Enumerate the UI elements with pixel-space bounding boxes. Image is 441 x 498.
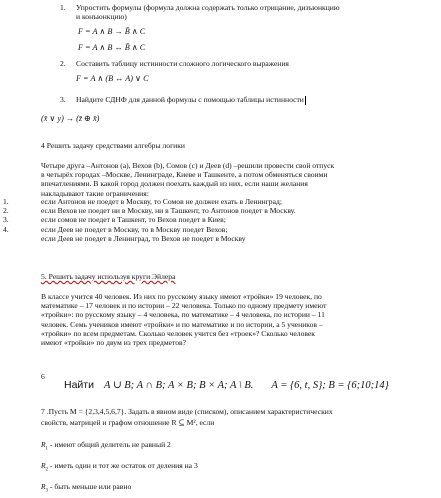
relation-r2-symbol: R (41, 461, 46, 470)
list-item-text: если Вехов не поедет ни в Москву, ни в Ташкент, то Антонов поедет в Москву. (41, 206, 296, 216)
task6-sets: A = {6, t, S}; B = {6;10;14} (271, 380, 389, 391)
task2-text: Составить таблицу истинности сложного логического выражения (76, 59, 289, 68)
task4-list-item (3, 225, 296, 234)
list-item-text: если Деев не поедет в Ленинград, то Вехов не поедет в Москву (41, 233, 246, 243)
task1-number: 1. (60, 3, 66, 12)
list-item-text: если сомов не поедет в Ташкент, то Вехов поедет в Киев; (41, 215, 226, 225)
task5-heading: 5. Решить задачу используя круги Эйлера (41, 272, 176, 281)
task3-number: 3. (60, 95, 66, 104)
relation-r1 (41, 440, 171, 454)
task6-number: 6 (41, 372, 45, 381)
task7-line-2: свойств, матрицей и графом отношение R ⊆ M², если (41, 418, 215, 427)
list-item-number: 1. (3, 197, 9, 206)
task2-formula: F = A ∧ (B ↔ A) ∨ C (76, 74, 149, 83)
task5-line: человек. Семь учеников имеют «тройки» и по математике и по истории, а 5 учеников – (41, 319, 323, 329)
task3-text: Найдите СДНФ для данной формулы с помощью таблицы истинности (76, 95, 304, 104)
relation-r3-symbol: R (41, 482, 46, 491)
list-item-text: если Антонов не поедет в Москву, то Сомов не должен ехать в Ленинград; (41, 197, 282, 206)
task4-list (3, 197, 296, 243)
task1-formula-1: F = A ∧ B → B̄ ∧ C (78, 27, 146, 36)
task2-number: 2. (60, 59, 66, 68)
task5-line: «тройки»: по русскому языку – 4 человека, по математике – 4 человека, по истории – 11 (41, 310, 325, 320)
task4-intro (41, 161, 334, 198)
task4-list-item-last (3, 234, 296, 243)
task4-heading: 4 Решить задачу средствами алгебры логики (41, 141, 185, 150)
task4-intro-line: в четырёх городах –Москве, Ленинграде, Киеве и Ташкенте, а потом обменяться своими (41, 170, 328, 180)
task4-list-item (3, 206, 296, 215)
list-item-number: 2. (3, 206, 9, 216)
list-item-number: 4. (3, 224, 9, 234)
relation-r1-text: - имеют общий делитель не равный 2 (48, 440, 171, 449)
task4-intro-line: впечатлениями. В какой город должен поехать каждый из них, если наши желания (41, 179, 308, 189)
task4-list-item (3, 197, 296, 206)
list-item-text: если Деев не поедет в Москву, то в Москву поедет Вехов; (41, 224, 228, 234)
task3-formula: (x̄ ∨ y) → (z̄ ⊕ x̄) (41, 114, 100, 123)
task5-body (41, 292, 326, 347)
relation-r1-symbol: R (41, 440, 46, 449)
relation-r3-index: 3 (45, 488, 49, 494)
task3-text-wrap (76, 95, 306, 105)
task4-list-item (3, 215, 296, 224)
task6-row (64, 375, 389, 393)
relation-r2-index: 2 (45, 467, 49, 473)
task6-expression: A ∪ B; A ∩ B; A × B; B × A; A \ B. (103, 380, 254, 391)
task4-intro-line: Четыре друга –Антонов (a), Вехов (b), Сомов (c) и Деев (d) –решили провести свой отпуск (41, 161, 335, 170)
task5-line: математике – 17 человек и по истории – 22 человека. Только по одному предмету имеют (41, 301, 327, 311)
relation-r3 (41, 482, 131, 496)
task6-find-label: Найти (64, 379, 94, 391)
task5-line: имеют «тройки» по двум из трех предметов? (41, 338, 186, 348)
task1-text-cont: и конъюнкцию) (76, 12, 127, 21)
task5-line: «тройки» по всем предметам. Сколько человек учится без «троек»? Сколько человек (41, 328, 315, 338)
relation-r2 (41, 461, 198, 475)
task7-line-1: 7 .Пусть M = {2,3,4,5,6,7}. Задать в явном виде (списком), описанием характеристических (41, 407, 333, 416)
task1-formula-2: F = A ∧ B ↔ B̄ ∧ C (78, 43, 146, 52)
relation-r2-text: - иметь один и тот же остаток от деления на 3 (48, 461, 198, 470)
task1-text: Упростить формулы (формула должна содержать только отрицание, дизъюнкцию (76, 3, 340, 12)
task5-line: В классе учится 40 человек. Из них по русскому языку имеют «тройки» 19 человек, по (41, 292, 322, 301)
relation-r3-text: - быть меньше или равно (48, 482, 132, 491)
task4-intro-line: накладывают такие ограничения: (41, 188, 149, 198)
text-cursor (305, 96, 306, 105)
relation-r1-index: 1 (45, 446, 49, 452)
list-item-number: 3. (3, 215, 9, 225)
